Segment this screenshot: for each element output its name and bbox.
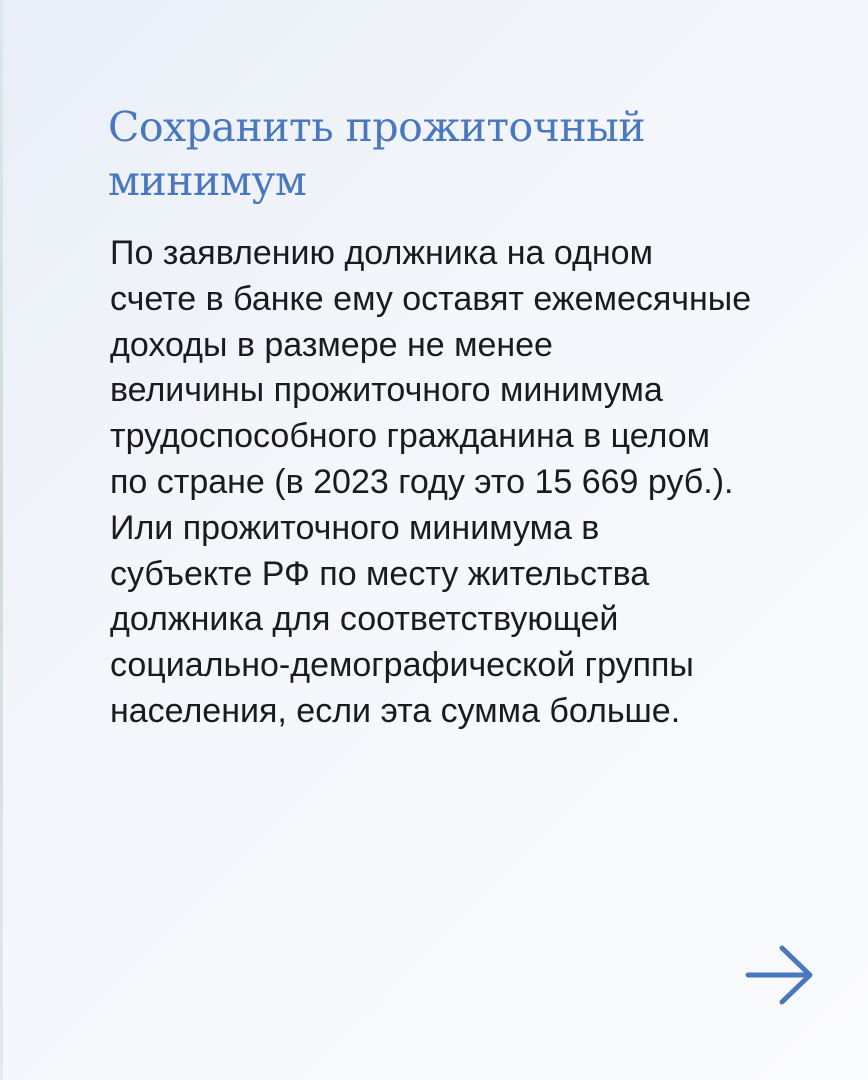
body-line: трудоспособного гражданина в целом: [110, 417, 710, 456]
slide-title: [108, 100, 808, 208]
body-line: счете в банке ему оставят ежемесячные: [110, 279, 752, 318]
body-line: должника для соответствующей: [110, 600, 619, 639]
body-line: населения, если эта сумма больше.: [110, 691, 681, 730]
next-slide-button[interactable]: [744, 942, 816, 1008]
title-line: Сохранить прожиточный: [108, 103, 646, 151]
body-line: по стране (в 2023 году это 15 669 руб.).: [110, 462, 734, 501]
body-line: По заявлению должника на одном: [110, 234, 653, 272]
body-paragraph: [110, 231, 830, 735]
body-line: социально-демографической группы: [110, 646, 694, 685]
body-line: величины прожиточного минимума: [110, 371, 663, 410]
body-line: Или прожиточного минимума в: [110, 508, 600, 547]
body-line: субъекте РФ по месту жительства: [110, 554, 650, 593]
title-line: минимум: [108, 157, 307, 205]
body-line: доходы в размере не менее: [110, 325, 553, 364]
arrow-right-icon: [744, 942, 816, 1008]
